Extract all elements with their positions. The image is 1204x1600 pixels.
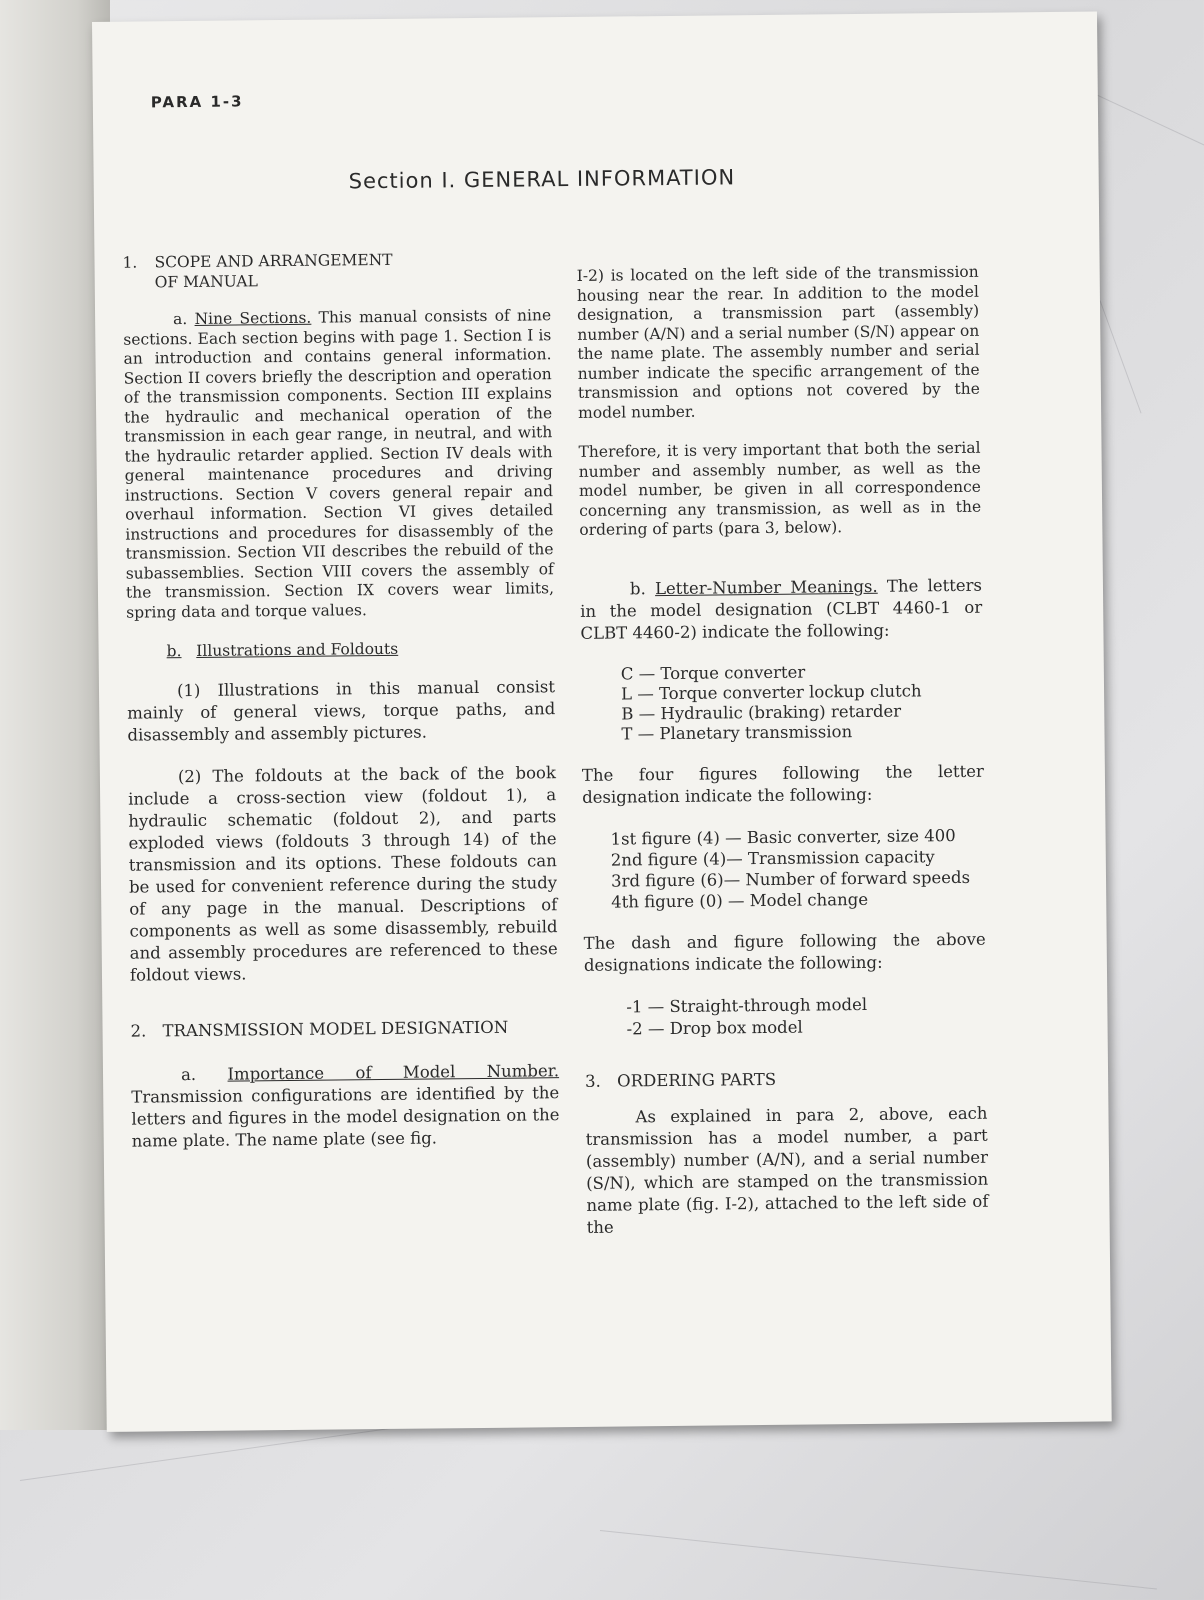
item-title: Importance of Model Number. bbox=[227, 1060, 560, 1084]
paragraph-letter-number bbox=[580, 574, 983, 644]
paragraph-name-plate: I-2) is located on the left side of the transmission housing near the rear. In addition to the model designation, a transmission part (assembly) number (A/N) and a serial number (S/N) appear on the name plate. The assembly number and serial number indicate the specific arrangement of the transmission and options not covered by the model number. bbox=[576, 262, 980, 422]
paragraph-foldouts: (2) The foldouts at the back of the book include a cross-section view (foldout 1), a hydraulic schematic (foldout 2), and parts exploded views (foldouts 3 through 14) of the transmission and its options. These foldouts can be used for convenient reference during the study of any page in the manual. Descriptions of components as well as some disassembly, rebuild and assembly procedures are referenced to these foldout views. bbox=[128, 762, 558, 985]
item-label: a. bbox=[173, 310, 188, 329]
heading-number: 3. bbox=[585, 1071, 601, 1091]
paragraph-therefore: Therefore, it is very important that both the serial number and assembly number, as well as the model number, be given in all correspondence concerning any transmission, as well as in the ordering of parts (para 3, below). bbox=[578, 438, 982, 539]
paragraph-dash-figure: The dash and figure following the above designations indicate the following: bbox=[583, 929, 986, 975]
heading-number: 2. bbox=[130, 1020, 147, 1041]
list-item: T — Planetary transmission bbox=[621, 721, 853, 743]
item-title: Illustrations and Foldouts bbox=[196, 639, 399, 660]
heading-model-designation bbox=[130, 1016, 558, 1042]
left-column bbox=[122, 249, 560, 1172]
heading-scope bbox=[122, 249, 550, 292]
list-item: -1 — Straight-through model bbox=[626, 994, 868, 1016]
marble-vein bbox=[600, 1530, 1157, 1590]
paragraph-four-figures: The four figures following the letter designation indicate the following: bbox=[581, 761, 984, 807]
subheading-illustrations bbox=[166, 638, 554, 662]
right-column bbox=[577, 263, 989, 1259]
item-title: Letter-Number Meanings. bbox=[654, 576, 878, 598]
paragraph-importance bbox=[131, 1060, 560, 1152]
list-item: L — Torque converter lockup clutch bbox=[620, 680, 922, 703]
paragraph-illustrations: (1) Illustrations in this manual consist mainly of general views, torque paths, and disassembly and assembly pictures. bbox=[127, 676, 556, 745]
list-item: C — Torque converter bbox=[620, 662, 806, 683]
heading-line: TRANSMISSION MODEL DESIGNATION bbox=[162, 1017, 509, 1040]
paragraph-text: This manual consists of nine sections. Each section begins with page 1. Section I is an introduction and contains general information. Section II covers briefly the description and operation of the transmission components. Section III explains the hydraulic and mechanical operation of the transmission in each gear range, in neutral, and with the hydraulic retarder applied. Section IV deals with general maintenance procedures and driving instructions. Section V covers general repair and overhaul information. Section VI gives detailed instructions and procedures for disassembly of the transmission. Section VII describes the rebuild of the subassemblies. Section VIII covers the assembly of the transmission. Section IX covers wear limits, spring data and torque values. bbox=[123, 306, 555, 622]
list-item: B — Hydraulic (braking) retarder bbox=[621, 701, 902, 723]
dash-list bbox=[626, 992, 986, 1040]
heading-line: OF MANUAL bbox=[154, 271, 258, 291]
item-label: b. bbox=[629, 578, 646, 598]
list-item: 4th figure (0) — Model change bbox=[611, 889, 869, 912]
letters-list bbox=[621, 660, 984, 744]
heading-line: ORDERING PARTS bbox=[617, 1069, 777, 1091]
list-item: 3rd figure (6)— Number of forward speeds bbox=[610, 867, 971, 891]
manual-page bbox=[92, 11, 1112, 1431]
section-title: Section I. GENERAL INFORMATION bbox=[348, 165, 736, 194]
figures-list bbox=[610, 824, 985, 912]
paragraph-text: Transmission configurations are identified by the letters and figures in the model designation on the name plate. The name plate (see fig. bbox=[131, 1082, 560, 1151]
list-item: 2nd figure (4)— Transmission capacity bbox=[610, 846, 935, 870]
paragraph-nine-sections bbox=[123, 306, 554, 622]
heading-ordering-parts bbox=[585, 1066, 987, 1092]
heading-number: 1. bbox=[122, 253, 138, 272]
item-title: Nine Sections. bbox=[194, 308, 312, 328]
para-header: PARA 1-3 bbox=[150, 92, 244, 112]
item-label: a. bbox=[180, 1064, 197, 1084]
paragraph-ordering: As explained in para 2, above, each transmission has a model number, a part (assembly) number (A/N), and a serial number (S/N), which are stamped on the transmission name plate (fig. I-2), attached to the left side of the bbox=[585, 1103, 989, 1237]
list-item: -2 — Drop box model bbox=[626, 1017, 803, 1038]
marble-vein bbox=[1100, 300, 1142, 413]
item-label: b. bbox=[166, 642, 182, 661]
heading-line: SCOPE AND ARRANGEMENT bbox=[154, 250, 393, 272]
list-item: 1st figure (4) — Basic converter, size 400 bbox=[610, 825, 956, 849]
paragraph-text: The letters in the model designation (CLBT 4460-1 or CLBT 4460-2) indicate the following: bbox=[580, 575, 983, 643]
